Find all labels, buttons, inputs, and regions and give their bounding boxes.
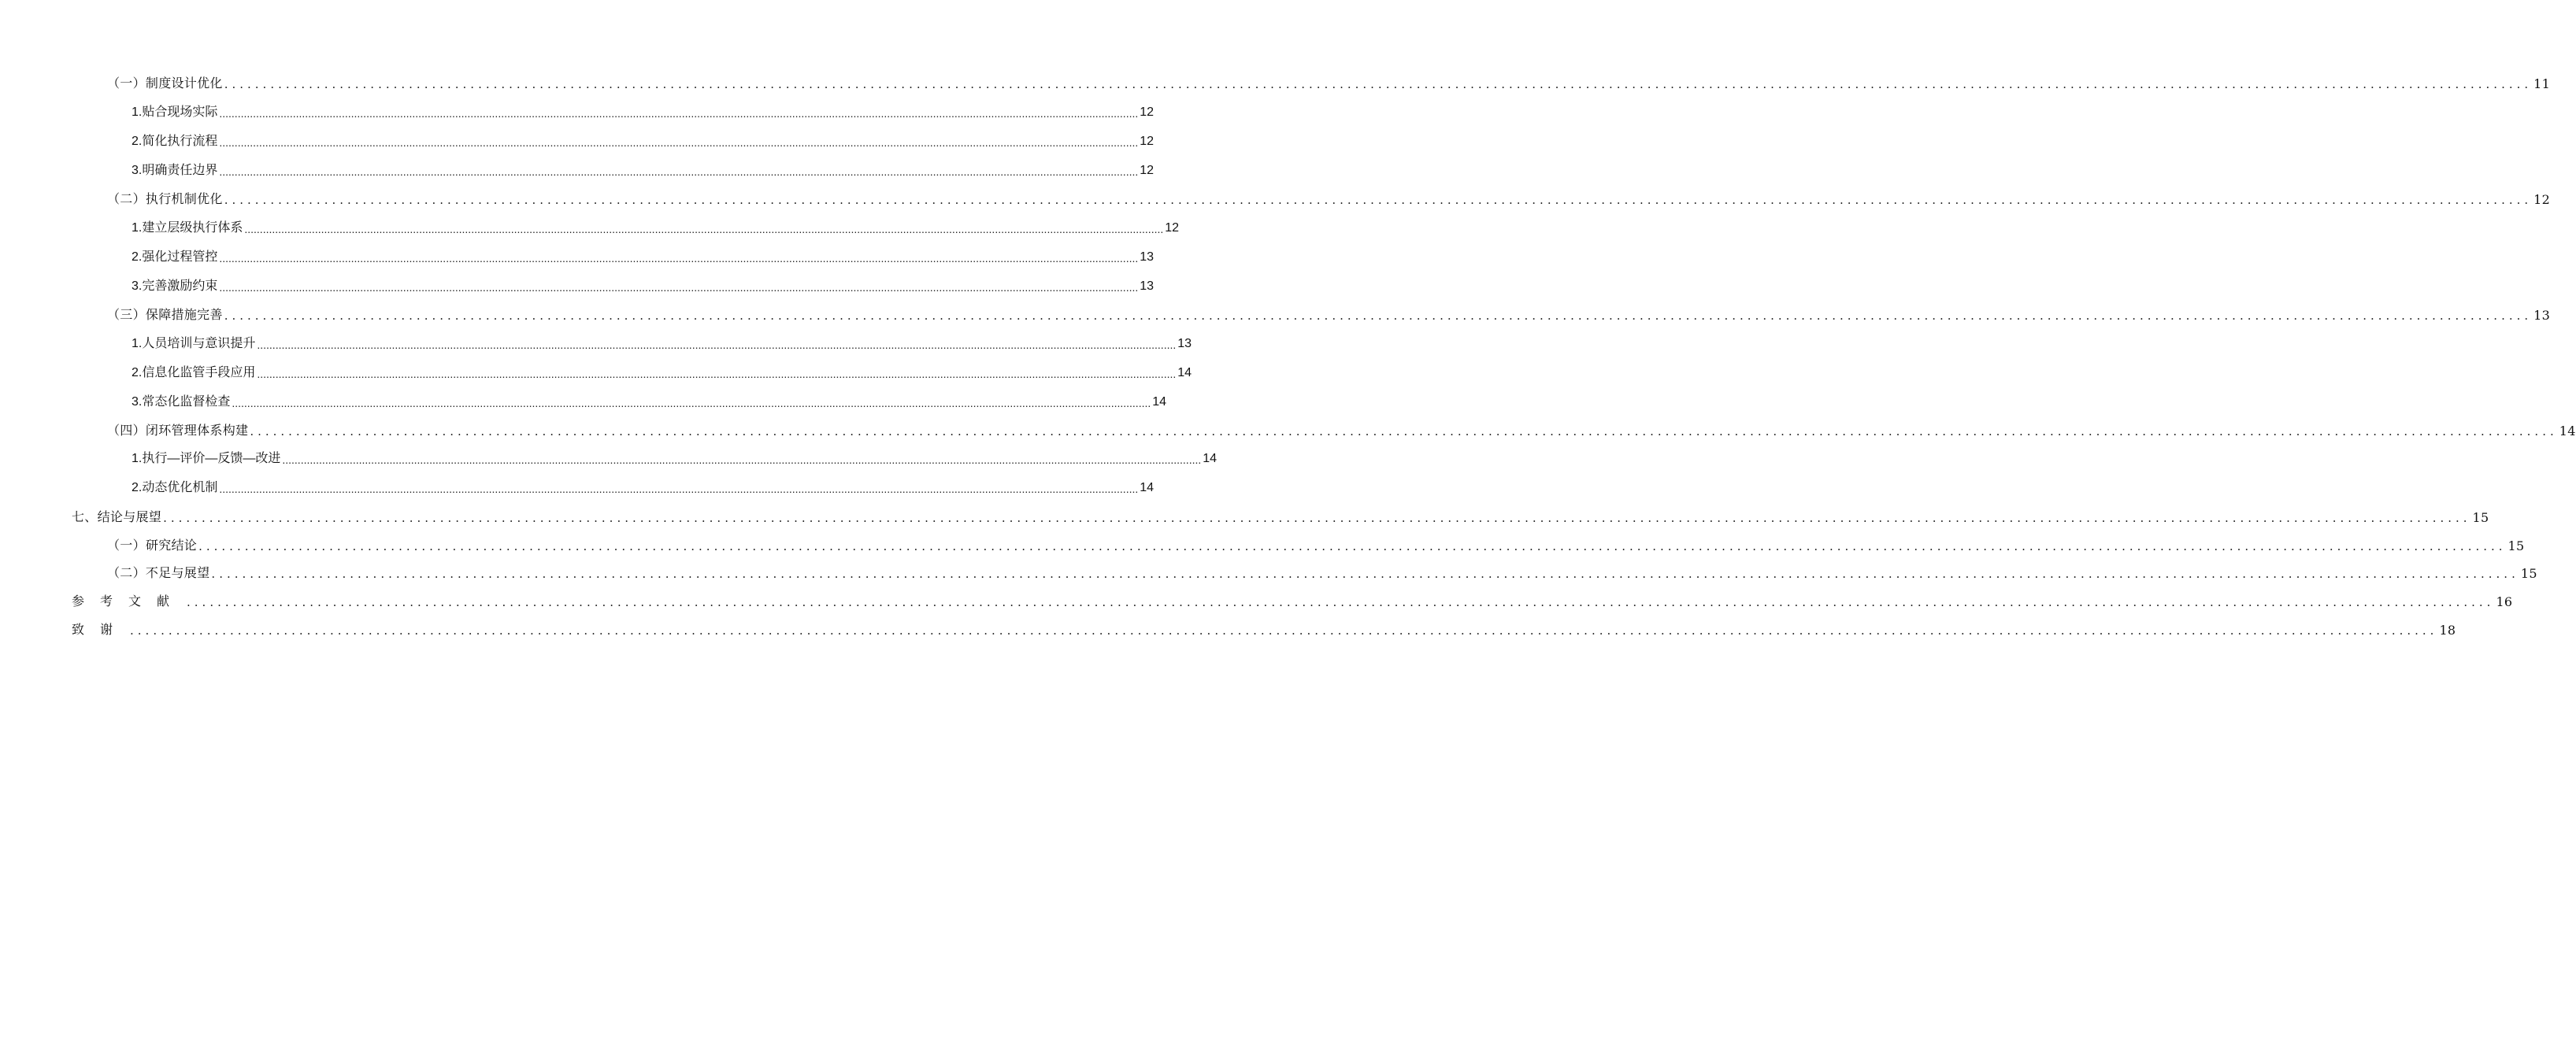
- toc-entry-number: （三）: [107, 307, 146, 322]
- toc-entry-title: 不足与展望: [145, 565, 210, 580]
- toc-entry-title: 建立层级执行体系: [142, 221, 243, 235]
- toc-entry-page: 12: [1165, 221, 1180, 235]
- dot-leader: ............................................................................................................................................................................................................................................................................................................: [163, 511, 2471, 525]
- toc-entry-number: 2.: [132, 250, 143, 264]
- dot-leader: ............................................................................................................................................................................................................................................................................................................: [224, 77, 2533, 91]
- toc-entry[interactable]: [107, 72, 2551, 91]
- dot-leader: ............................................................................................................................................................................................................................................................................................................: [219, 165, 1139, 178]
- toc-entry-page: 12: [2533, 192, 2551, 207]
- toc-entry-number: 1.: [132, 337, 143, 350]
- toc-entry[interactable]: [132, 476, 1155, 495]
- dot-leader: ............................................................................................................................................................................................................................................................................................................: [219, 252, 1139, 264]
- dot-leader: ............................................................................................................................................................................................................................................................................................................: [224, 309, 2533, 323]
- toc-entry[interactable]: [132, 101, 1155, 120]
- toc-entry-page: 13: [1177, 337, 1192, 350]
- toc-entry[interactable]: [72, 506, 2489, 525]
- toc-entry-number: 3.: [132, 164, 143, 177]
- toc-entry-number: 2.: [132, 481, 143, 494]
- toc-entry-page: 12: [1140, 164, 1155, 177]
- toc-entry-title: 信息化监管手段应用: [142, 366, 256, 379]
- toc-entry-title: 明确责任边界: [142, 164, 218, 177]
- toc-entry-title: 结论与展望: [97, 509, 162, 524]
- dot-leader: ............................................................................................................................................................................................................................................................................................................: [282, 453, 1202, 466]
- toc-entry-number: 3.: [132, 395, 143, 409]
- toc-entry-title: 保障措施完善: [145, 307, 223, 322]
- dot-leader: ............................................................................................................................................................................................................................................................................................................: [130, 623, 2438, 638]
- dot-leader: ............................................................................................................................................................................................................................................................................................................: [219, 136, 1139, 149]
- toc-entry[interactable]: [107, 420, 2576, 438]
- toc-entry[interactable]: [132, 130, 1155, 149]
- toc-entry[interactable]: [107, 304, 2551, 323]
- toc-entry-number: 1.: [132, 452, 143, 465]
- toc-entry-title: 执行机制优化: [145, 191, 223, 206]
- dot-leader: ............................................................................................................................................................................................................................................................................................................: [244, 223, 1164, 235]
- toc-entry-title: 制度设计优化: [145, 76, 223, 91]
- toc-entry-title: 研究结论: [145, 538, 198, 553]
- toc-entry-number: （二）: [107, 191, 146, 206]
- toc-entry-title: 贴合现场实际: [142, 105, 218, 119]
- toc-entry-title: 人员培训与意识提升: [142, 337, 256, 350]
- toc-entry[interactable]: [107, 562, 2537, 581]
- toc-entry-number: 1.: [132, 221, 143, 235]
- toc-entry-page: 14: [1203, 452, 1218, 465]
- toc-entry-title: 完善激励约束: [142, 279, 218, 293]
- toc-entry-page: 14: [1140, 481, 1155, 494]
- toc-entry[interactable]: [132, 216, 1180, 235]
- dot-leader: ............................................................................................................................................................................................................................................................................................................: [224, 193, 2533, 207]
- toc-entry-number: 3.: [132, 279, 143, 293]
- toc-entry[interactable]: [107, 535, 2525, 553]
- toc-entry-page: 14: [1152, 395, 1167, 409]
- toc-entry-number: （四）: [107, 423, 146, 438]
- toc-entry-number: 2.: [132, 366, 143, 379]
- toc-entry-title: 动态优化机制: [142, 481, 218, 494]
- toc-entry-page: 12: [1140, 105, 1155, 119]
- toc-entry-number: 1.: [132, 105, 143, 119]
- dot-leader: ............................................................................................................................................................................................................................................................................................................: [232, 397, 1151, 409]
- toc-entry-title: 强化过程管控: [142, 250, 218, 264]
- toc-entry-title: 执行—评价—反馈—改进: [142, 452, 281, 465]
- toc-entry-number: （二）: [107, 565, 146, 580]
- toc-entry[interactable]: [72, 619, 2456, 638]
- toc-entry[interactable]: [132, 246, 1155, 264]
- toc-entry-title: 闭环管理体系构建: [145, 423, 249, 438]
- dot-leader: ............................................................................................................................................................................................................................................................................................................: [257, 338, 1177, 351]
- dot-leader: ............................................................................................................................................................................................................................................................................................................: [219, 483, 1139, 495]
- toc-entry-title: 简化执行流程: [142, 135, 218, 148]
- toc-entry-page: 13: [2533, 308, 2551, 323]
- toc-entry[interactable]: [132, 332, 1192, 351]
- toc-entry-number: （一）: [107, 538, 146, 553]
- toc-entry-number: （一）: [107, 76, 146, 91]
- dot-leader: ............................................................................................................................................................................................................................................................................................................: [250, 424, 2558, 438]
- toc-entry-title: 致谢: [72, 622, 129, 637]
- toc-entry-number: 2.: [132, 135, 143, 148]
- dot-leader: ............................................................................................................................................................................................................................................................................................................: [198, 539, 2507, 553]
- toc-entry[interactable]: [72, 590, 2513, 609]
- toc-entry-page: 12: [1140, 135, 1155, 148]
- toc-entry-page: 14: [1177, 366, 1192, 379]
- toc-entry[interactable]: [132, 390, 1167, 409]
- toc-entry-number: 七、: [72, 509, 98, 524]
- toc-entry[interactable]: [107, 188, 2551, 207]
- toc-entry[interactable]: [132, 275, 1155, 294]
- toc-entry-page: 16: [2496, 594, 2513, 609]
- toc-entry-title: 常态化监督检查: [142, 395, 231, 409]
- toc-entry-page: 11: [2533, 76, 2551, 91]
- toc-entry-page: 13: [1140, 279, 1155, 293]
- toc-entry-page: 13: [1140, 250, 1155, 264]
- toc-entry[interactable]: [132, 159, 1155, 178]
- dot-leader: ............................................................................................................................................................................................................................................................................................................: [187, 595, 2495, 609]
- toc-entry[interactable]: [132, 447, 1218, 466]
- toc-entry[interactable]: [132, 361, 1192, 380]
- dot-leader: ............................................................................................................................................................................................................................................................................................................: [219, 107, 1139, 120]
- toc-entry-page: 15: [2520, 566, 2537, 581]
- toc-entry-page: 15: [2507, 538, 2525, 553]
- toc-entry-title: 参考文献: [72, 594, 186, 609]
- dot-leader: ............................................................................................................................................................................................................................................................................................................: [211, 567, 2519, 581]
- dot-leader: ............................................................................................................................................................................................................................................................................................................: [257, 368, 1177, 380]
- toc-entry-page: 15: [2472, 510, 2489, 525]
- toc-entry-page: 14: [2559, 424, 2576, 438]
- dot-leader: ............................................................................................................................................................................................................................................................................................................: [219, 281, 1139, 294]
- toc-entry-page: 18: [2439, 623, 2456, 638]
